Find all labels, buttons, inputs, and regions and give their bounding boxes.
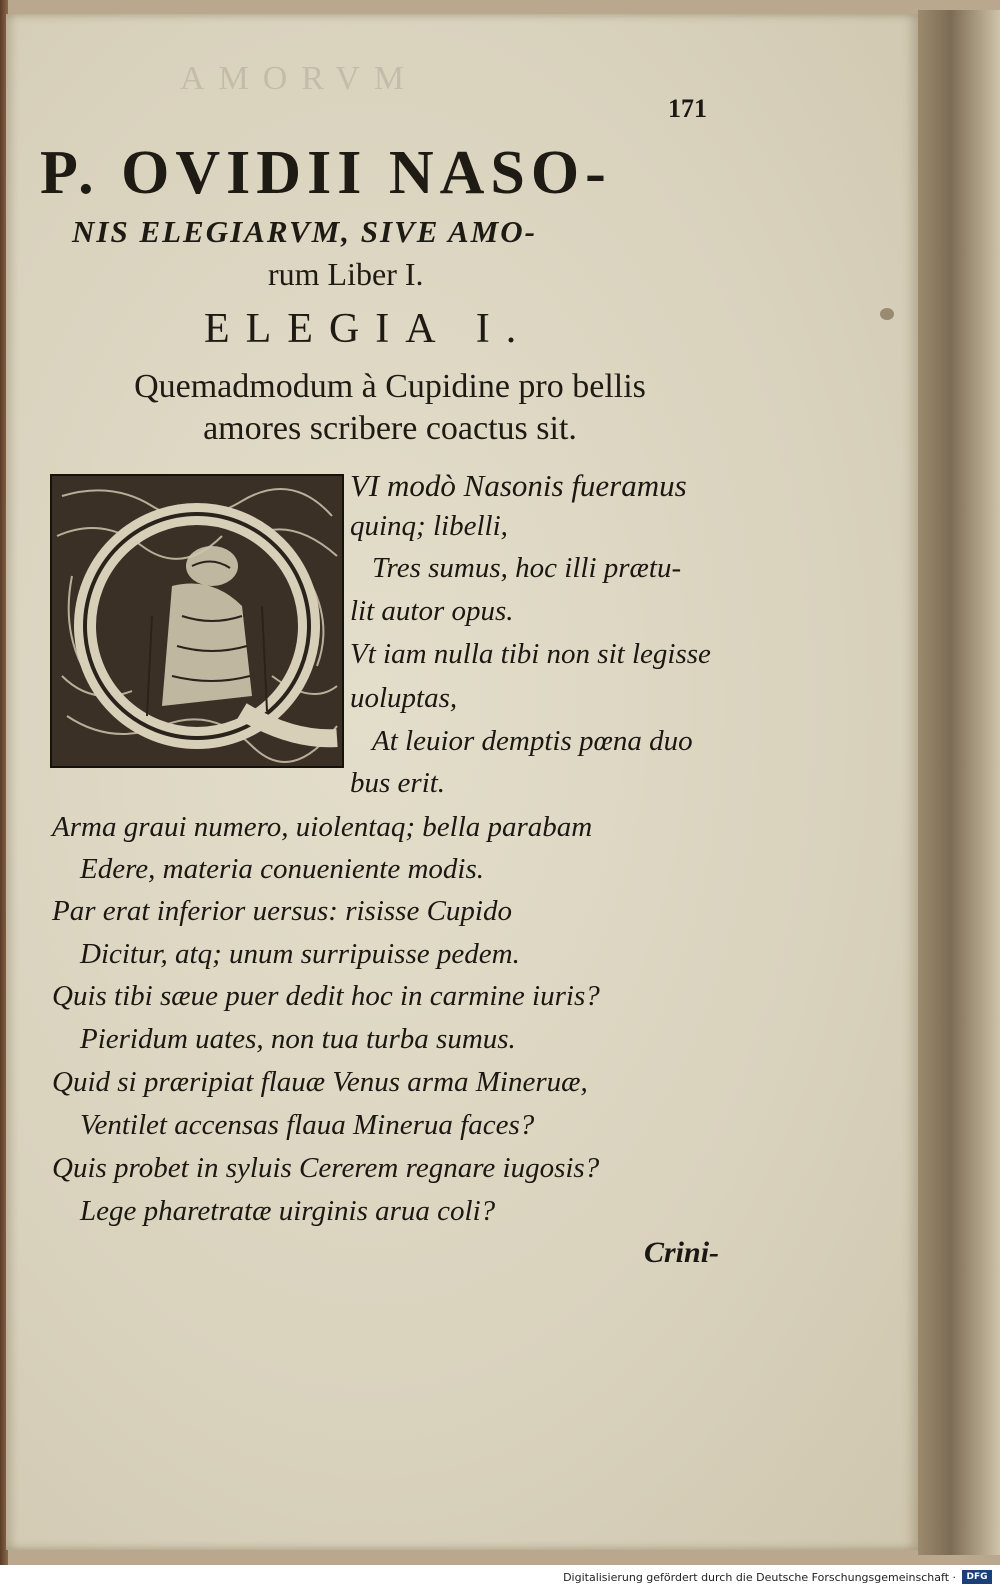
verse-line: Par erat inferior uersus: risisse Cupido [52, 895, 512, 927]
verse-line: lit autor opus. [350, 595, 514, 627]
argument [50, 366, 730, 450]
argument-line-1: Quemadmodum à Cupidine pro bellis [134, 368, 646, 405]
verse-line: Quis tibi sæue puer dedit hoc in carmine iuris? [52, 980, 600, 1012]
verse-line: Tres sumus, hoc illi prætu- [372, 552, 682, 584]
verse-line: VI modò Nasonis fueramus [350, 468, 687, 503]
verse-line: Ventilet accensas flaua Minerua faces? [80, 1109, 535, 1141]
dfg-logo: DFG [962, 1570, 992, 1584]
verse-line: Quis probet in syluis Cererem regnare iugosis? [52, 1152, 600, 1184]
paper-stain [880, 308, 894, 320]
verse-line: Vt iam nulla tibi non sit legisse [350, 638, 711, 670]
verse-line: Edere, materia conueniente modis. [80, 853, 485, 885]
heading-line-1: P. OVIDII NASO- [40, 139, 612, 207]
page-edge [918, 10, 1000, 1555]
elegia-title: ELEGIA I. [204, 306, 533, 352]
verse-line: Arma graui numero, uiolentaq; bella parabam [52, 811, 593, 843]
woodcut-illustration [52, 476, 342, 766]
verse-line: Dicitur, atq; unum surripuisse pedem. [80, 938, 520, 970]
verse-line: bus erit. [350, 767, 446, 799]
catchword: Crini- [644, 1236, 720, 1269]
verse-line: Pieridum uates, non tua turba sumus. [80, 1023, 516, 1055]
woodcut-initial-q [50, 474, 344, 768]
verse-line: Quid si præripiat flauæ Venus arma Mineruæ, [52, 1066, 588, 1098]
page-number: 171 [668, 94, 707, 123]
heading-line-3: rum Liber I. [268, 256, 424, 292]
funding-credit: Digitalisierung gefördert durch die Deutsche Forschungsgemeinschaft · [563, 1571, 956, 1584]
verse-line: uoluptas, [350, 682, 458, 714]
heading-line-2: NIS ELEGIARVM, SIVE AMO- [72, 214, 537, 249]
verse-line: Lege pharetratæ uirginis arua coli? [80, 1195, 496, 1227]
verse-line: At leuior demptis pœna duo [372, 725, 693, 757]
verse-line: quinq; libelli, [350, 510, 508, 542]
argument-line-2: amores scribere coactus sit. [203, 410, 577, 447]
bleed-through-text: AMORVM [180, 60, 419, 97]
